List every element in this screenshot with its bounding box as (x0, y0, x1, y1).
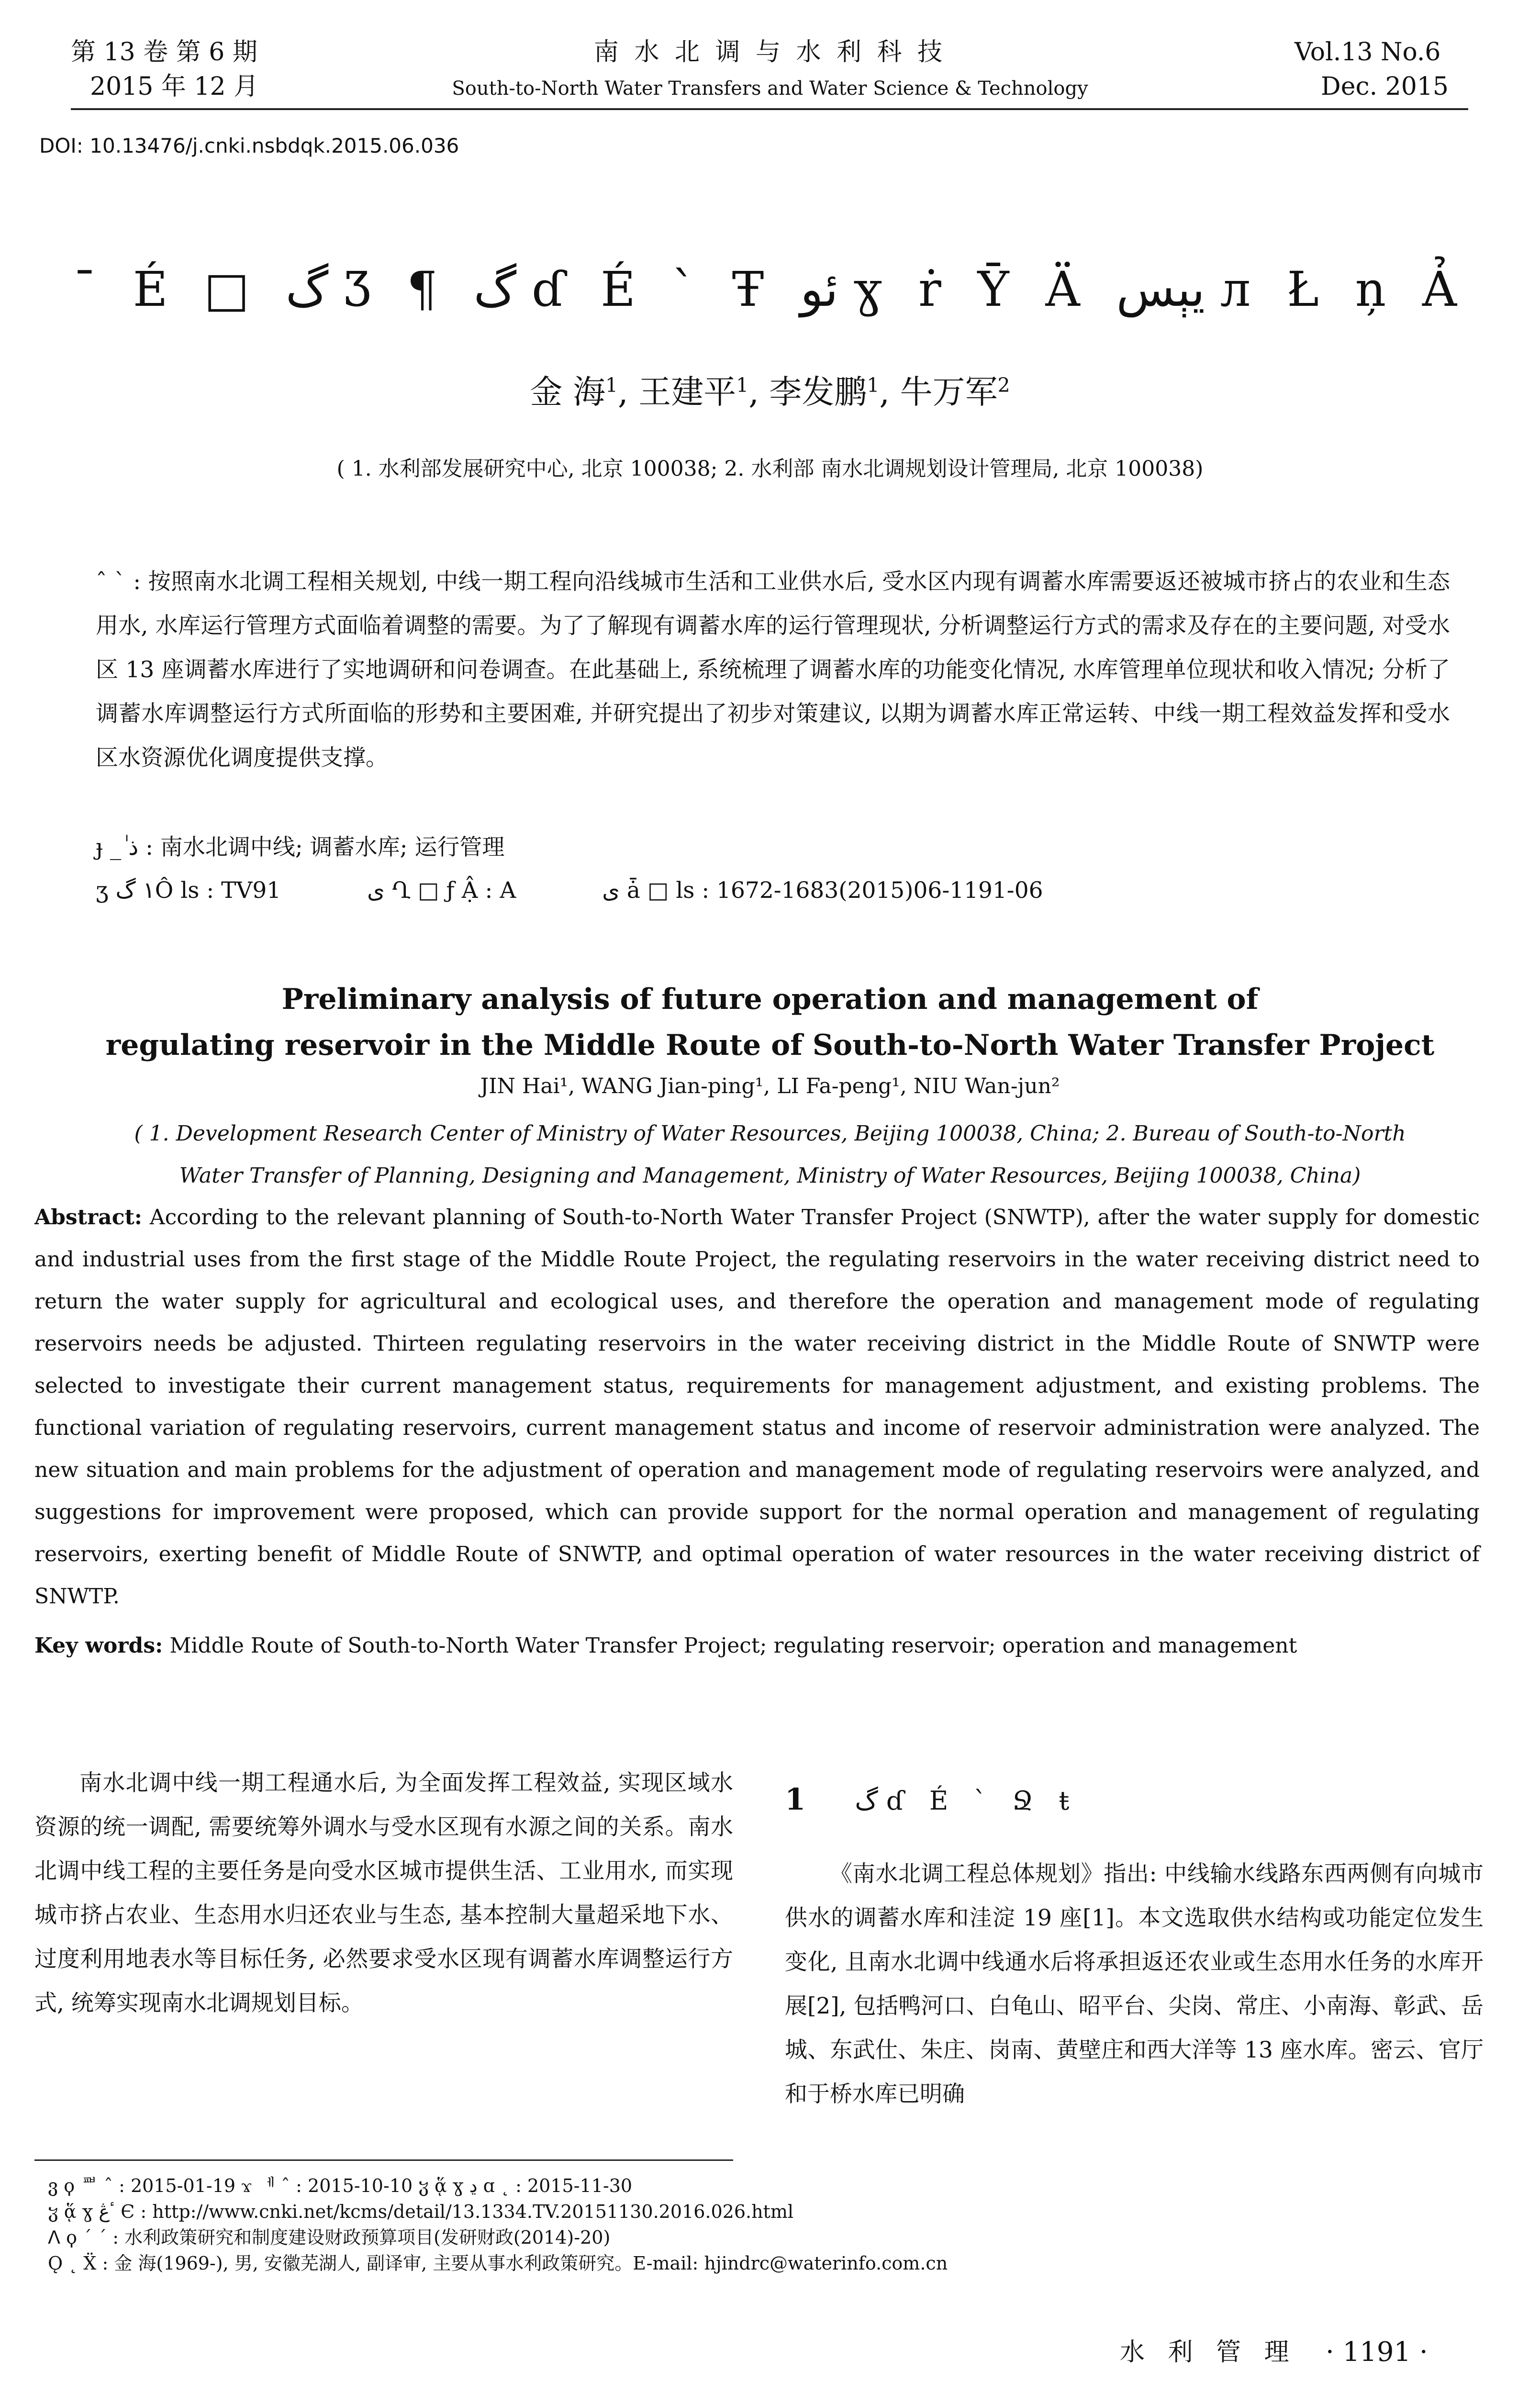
keywords-en: Key words: Middle Route of South-to-North Water Transfer Project; regulating reservoir; operation and management (34, 1633, 1297, 1658)
footnote-dates: ვ ϙ ᅖ ˆ : 2015-01-19 ϫ ᅦ ˆ : 2015-10-10 ჳ ᾅ ɣ ڍ ɑ ˛ : 2015-11-30 (48, 2175, 633, 2196)
footnote-url: ჳ ᾅ ɣ ٴڠ Є : http://www.cnki.net/kcms/detail/13.1334.TV.20151130.2016.026.html (48, 2201, 794, 2222)
title-cn: ¯ É □ گ Ʒ ¶ گ ɗ É ` Ŧ ئو ɣ ṙ Ȳ Ä يېس л Ł ņ Ả (72, 261, 1468, 317)
abstract-cn-label: ˆ ˋ : (96, 569, 141, 595)
abstract-cn-text: 按照南水北调工程相关规划, 中线一期工程向沿线城市生活和工业供水后, 受水区内现有调蓄水库需要返还被城市挤占的农业和生态用水, 水库运行管理方式面临着调整的需要。为了了解现有调蓄水库的运行管理现状, 分析调整运行方式的需求及存在的主要问题, 对受水区 13 座调蓄水库进行了实地调研和问卷调查。在此基础上, 系统梳理了调蓄水库的功能变化情况, 水库管理单位现状和收入情况; 分析了调蓄水库调整运行方式所面临的形势和主要困难, 并研究提出了初步对策建议, 以期为调蓄水库正常运转、中线一期工程效益发挥和受水区水资源优化调度提供支撑。 (96, 569, 1450, 771)
header-date: 2015 年 12 月 (90, 72, 259, 101)
section-1-heading: 1 گ ɗ É ` Ջ ŧ (785, 1782, 1078, 1817)
abstract-cn (96, 560, 1450, 780)
header-rule (71, 108, 1468, 110)
footnotes (48, 2173, 1484, 2276)
classification-line: ʒ ١ گÔ ls : TV91 ى Ղ □ ƒ Ậ : A ى ǡ □ ls : 1672-1683(2015)06-1191-06 (96, 877, 1043, 904)
header-volume: 第 13 卷 第 6 期 (71, 38, 257, 67)
header-date-en: Dec. 2015 (1321, 72, 1449, 101)
footnote-funding: ᐱ ϙ ˊ ˊ : 水利政策研究和制度建设财政预算项目(发研财政(2014)-20) (48, 2227, 611, 2248)
authors-cn: 金 海$^1$, 王建平$^1$, 李发鹏$^1$, 牛万军$^2$ (530, 373, 1010, 412)
header-journal-cn: 南 水 北 调 与 水 利 科 技 (593, 38, 947, 67)
abstract-en-label: Abstract: (34, 1205, 143, 1230)
footer-page: · 1191 · (1326, 2337, 1428, 2368)
intro-paragraph: 南水北调中线一期工程通水后, 为全面发挥工程效益, 实现区域水资源的统一调配, 需要统筹外调水与受水区现有水源之间的关系。南水北调中线工程的主要任务是向受水区城市提供生活、工业用水, 而实现城市挤占农业、生态用水归还农业与生态, 基本控制大量超采地下水、过度利用地表水等目标任务, 必然要求受水区现有调蓄水库调整运行方式, 统筹实现南水北调规划目标。 (34, 1770, 733, 2016)
footnote-rule (34, 2159, 733, 2161)
section-1-text: 《南水北调工程总体规划》指出: 中线输水线路东西两侧有向城市供水的调蓄水库和洼淀 19 座[1]。本文选取供水结构或功能定位发生变化, 且南水北调中线通水后将承担返还农业或生态用水任务的水库开展[2], 包括鸭河口、白龟山、昭平台、尖岗、常庄、小南海、彰武、岳城、东武仕、朱庄、岗南、黄壁庄和西大洋等 13 座水库。密云、官厅和于桥水库已明确 (785, 1861, 1484, 2107)
footer-journal: 水 利 管 理 (1120, 2338, 1297, 2367)
doi: DOI: 10.13476/j.cnki.nsbdqk.2015.06.036 (39, 134, 459, 157)
title-en: Preliminary analysis of future operation and management of regulating reservoir in the Middle Route of South-to-North Water Transfer Project (105, 983, 1435, 1062)
footnote-author: Ǫ ˛ Ẍ : 金 海(1969-), 男, 安徽芜湖人, 副译审, 主要从事水利政策研究。E-mail: hjindrc@waterinfo.com.cn (48, 2253, 948, 2274)
header-vol-no: Vol.13 No.6 (1294, 38, 1441, 67)
keywords-cn: ɟ _ ٰذ : 南水北调中线; 调蓄水库; 运行管理 (96, 834, 505, 861)
affiliation-cn: ( 1. 水利部发展研究中心, 北京 100038; 2. 水利部 南水北调规划设计管理局, 北京 100038) (336, 457, 1204, 481)
abstract-en (34, 1196, 1480, 1618)
affiliation-en: ( 1. Development Research Center of Ministry of Water Resources, Beijing 100038, China; 2. Bureau of South-to-North Water Transfer of Planning, Designing and Management, Ministry of Water Resources, Beijing 100038, China) (134, 1121, 1406, 1188)
authors-en: JIN Hai¹, WANG Jian-ping¹, LI Fa-peng¹, NIU Wan-jun² (480, 1074, 1060, 1098)
header-journal-en: South-to-North Water Transfers and Water Science & Technology (452, 78, 1088, 100)
abstract-en-text: According to the relevant planning of South-to-North Water Transfer Project (SNWTP), after the water supply for domestic and industrial uses from the first stage of the Middle Route Project, the regulating reservoirs in the water receiving district need to return the water supply for agricultural and ecological uses, and therefore the operation and management mode of regulating reservoirs needs be adjusted. Thirteen regulating reservoirs in the water receiving district in the Middle Route of SNWTP were selected to investigate their current management status, requirements for management adjustment, and existing problems. The functional variation of regulating reservoirs, current management status and income of reservoir administration were analyzed. The new situation and main problems for the adjustment of operation and management mode of regulating reservoirs were analyzed, and suggestions for improvement were proposed, which can provide support for the normal operation and management of regulating reservoirs, exerting benefit of Middle Route of SNWTP, and optimal operation of water resources in the water receiving district of SNWTP. (34, 1205, 1480, 1609)
